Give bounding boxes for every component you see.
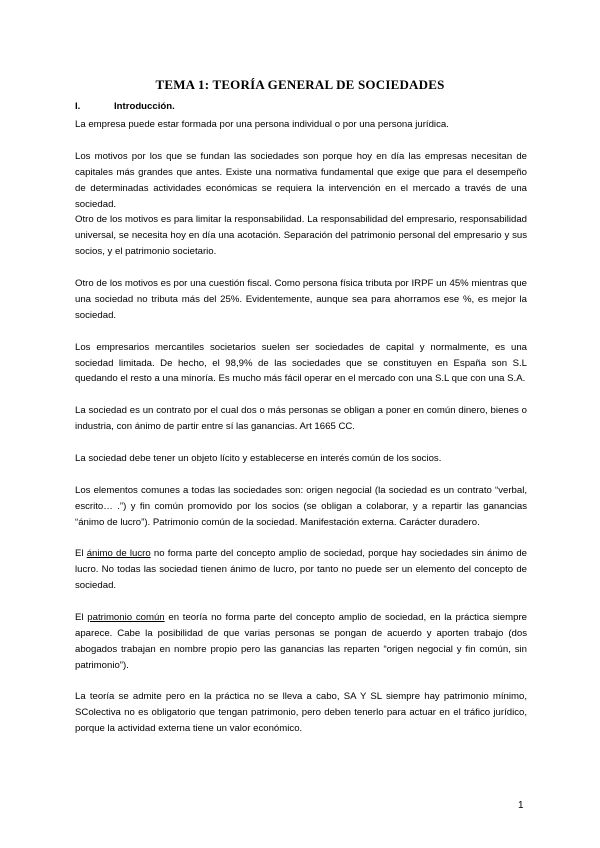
paragraph-6: La sociedad es un contrato por el cual dos o más personas se obligan a poner en común dinero, bienes o industria, con ánimo de partir entre sí las ganancias. Art 1665 CC. [75,405,527,433]
page-number: 1 [518,800,524,811]
paragraph-10-lead: El [75,611,88,623]
paragraph-3: Otro de los motivos es para limitar la responsabilidad. La responsabilidad del empresario, responsabilidad universal, se necesita hoy en día una acotación. Separación del patrimonio personal del empresario y sus socios, y el patrimonio societario. [75,214,527,258]
paragraph-9-rest: no forma parte del concepto amplio de sociedad, porque hay sociedades sin ánimo de lucro. No todas las sociedad tienen ánimo de lucro, por tanto no puede ser un elemento del concepto de sociedad. [75,548,527,592]
paragraph-10-rest: en teoría no forma parte del concepto amplio de sociedad, en la práctica siempre aparece. Cabe la posibilidad de que varias personas se pongan de acuerdo y aporten trabajo (dos abogados trabajan en nombre propio pero las ganancias las reparten “origen negocial y fin común, sin patrimonio”). [75,611,527,671]
paragraph-4: Otro de los motivos es por una cuestión fiscal. Como persona física tributa por IRPF un 45% mientras que una sociedad no tributa más del 25%. Evidentemente, aunque sea para ahorramos ese %, es mejor la sociedad. [75,278,527,321]
underlined-term-animo-de-lucro: ánimo de lucro [86,548,151,560]
paragraph-10 [75,610,527,674]
paragraph-8: Los elementos comunes a todas las sociedades son: origen negocial (la sociedad es un contrato “verbal, escrito… .”) y fin común promovido por los socios (se obligan a colaborar, y a repartir las ganancias “ánimo de lucro”). Patrimonio común de la sociedad. Manifestación externa. Carácter duradero. [75,484,527,528]
paragraph-2: Los motivos por los que se fundan las sociedades son porque hoy en día las empresas necesitan de capitales más grandes que antes. Existe una normativa fundamental que exige que para el desempeño de determinadas actividades económicas se requiera la intervención en el mercado a través de una sociedad. [75,150,527,210]
section-title: Introducción. [114,101,175,112]
paragraph-1: La empresa puede estar formada por una persona individual o por una persona jurídica. [75,119,449,130]
paragraph-11: La teoría se admite pero en la práctica no se lleva a cabo, SA Y SL siempre hay patrimonio mínimo, SColectiva no es obligatorio que tengan patrimonio, pero deben tenerlo para actuar en el tráfico jurídico, porque la actividad externa tiene un valor económico. [75,691,527,735]
document-body [75,117,527,737]
paragraph-9-lead: El [75,548,87,560]
section-number: I. [75,101,81,112]
paragraph-9 [75,546,527,594]
paragraph-7: La sociedad debe tener un objeto lícito y establecerse en interés común de los socios. [75,452,442,464]
section-heading [75,101,175,112]
paragraph-5: Los empresarios mercantiles societarios suelen ser sociedades de capital y normalmente, es una sociedad limitada. De hecho, el 98,9% de las sociedades que se constituyen en España son S.L quedando el resto a una minoría. Es mucho más fácil operar en el mercado con una S.L que con una S.A. [75,341,527,385]
document-title: TEMA 1: TEORÍA GENERAL DE SOCIEDADES [155,77,445,92]
underlined-term-patrimonio-comun: patrimonio común [87,611,165,623]
